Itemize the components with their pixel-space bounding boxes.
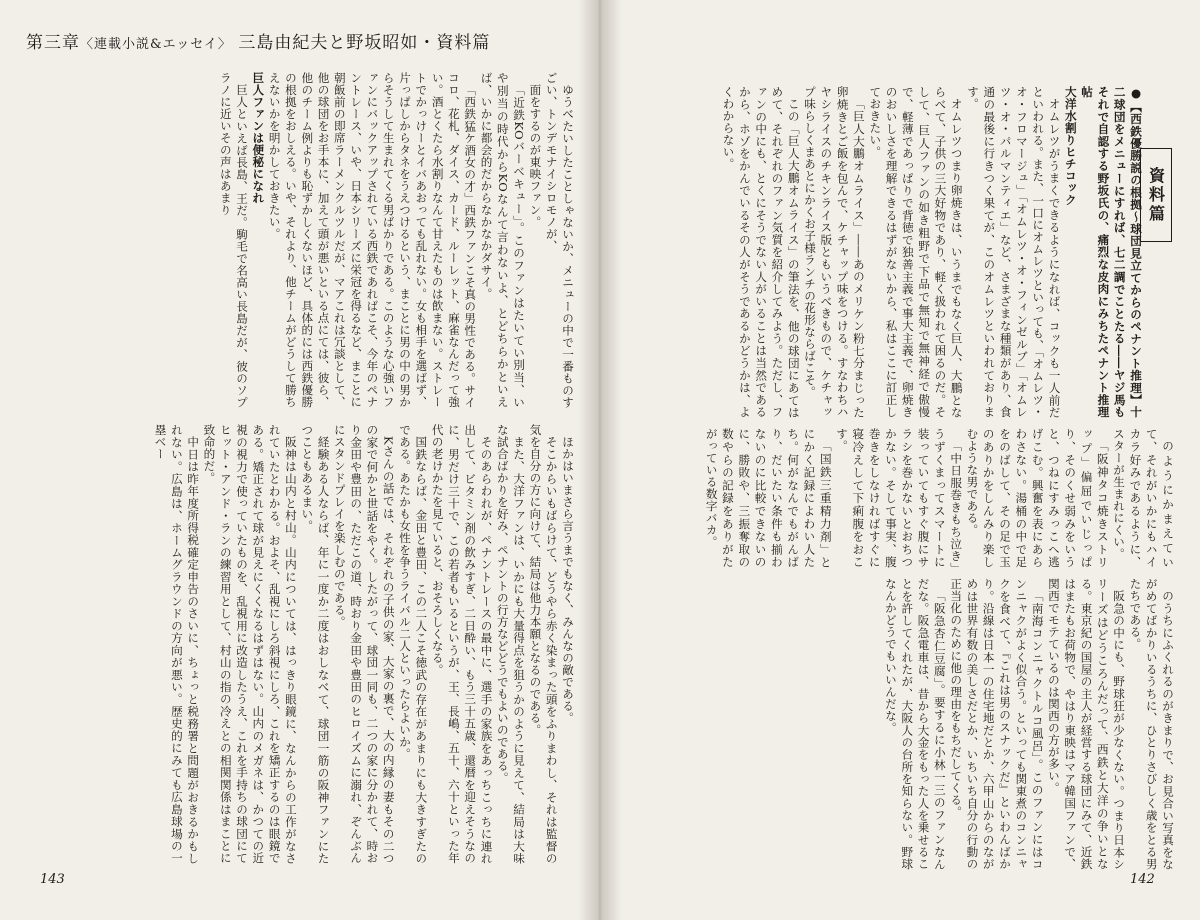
paragraph: 「近鉄KOバーベキュー」。このファンはたいてい別当、いや別当の時代からKOなんて言わないよ、とどちらかといえば、いかに都会的だからなかなかダサイ。 [479, 72, 527, 408]
paragraph: 阪神は山内と村山。山内については、はっきり眼鏡に、なんからの工作がなされていたとわかる。およそ、乱視にしろ斜視にしろ、これを矯正するのは眼鏡である。矯正されて球が見えにくくなるはずはない。山内のメガネは、かつての近視の視力で使っていたものを、乱視用に改造したうえ、これを手持ちの球団にてヒット・アンド・ランの練習用として、村山の指の冷えとの相関関係はまことに致命的だ。 [202, 424, 298, 864]
left-page-upper-text [24, 72, 576, 408]
paragraph: 「阪急杏仁豆腐」。要するに小林一三のファンなんだな。阪急電車は、昔から大金をもった人を乗せることを許してくれたが、大阪人の台所を知らない。野球なんかどうでもいいんだな。 [883, 578, 947, 870]
right-page-number: 142 [1130, 872, 1155, 887]
chapter-label: 第三章 [26, 33, 80, 53]
paragraph: 巨人といえば長島、王だ。駒毛で名高い長島だが、彼のソプラノに近いその声はあまり [218, 72, 250, 408]
right-page-middle-text [624, 428, 1176, 568]
right-page-upper-text [624, 86, 1144, 418]
right-page-lower-text [624, 578, 1176, 870]
paragraph: 中日は昨年度所得税確定申告のさいに、ちょっと税務署と問題がおきるかもしれない。広島は、ホームグラウンドの方向が悪い。歴史的にみても広島球場の一塁ベー [153, 424, 201, 864]
running-head [26, 28, 490, 53]
article-lead: ●【西鉄優勝説の根拠〜球団見立てからのペナント推理】十二球団をメニューにすれば、七二調でことたる――ヤジ馬もそれで自認する野坂氏の、痛烈な皮肉にみちたペナント推理帖 [1080, 86, 1143, 418]
paragraph: 「南海コンニャクトルコ風呂」。このファンにはコンニャクがよく似合う。といっても関東煮のコンニャクを食べて、『これは男のスナックだ』といわんばかり。沿線は日本一の住宅地だとか、六甲山からのながめは世界有数の美しさだとか、いちいち自分の行動の正当化のために他の理由をもちだしてくる。 [949, 578, 1045, 870]
paragraph: オムレツつまり卵焼きは、いうまでもなく巨人、大鵬とならべて、子供の三大好物であり、軽く扱われて困るのだ。そして、巨人ファンの如き粗野で下品で無知で無神経で傲慢で、軽薄であっぱりで背徳で独善主義で事大主義で、卵焼きのおいしさを理解できるはずがないから、私はここに訂正しておきたい。 [868, 86, 964, 418]
left-page-number: 143 [40, 872, 65, 887]
paragraph: 「阪神タコ焼きストリップ」偏屈でいじっぱり、そのくせ弱みをいうと、つねにすみっこへ逃げこむ。興奮を表にあらわさない。湯桶の中で足をのばして、その足で玉のありかをしんみり楽しむような男である。 [965, 428, 1110, 568]
paragraph: この「巨人大鵬オムライス」の筆法を、他の球団にあてはめて、それぞれのファン気質を紹介してみよう。ただし、ファンの中にも、とくにそうでない人がいることは当然であるから、ホゾをかんでいるその人がそうであるかどうかは、よくわからない。 [721, 86, 801, 418]
paragraph: 面をするのが東映ファン。 [528, 83, 543, 228]
paragraph: そこからいもばらけて、どうやら赤く染まった頭をふりまわし、それは監督の気を自分の方に向けて、結局は他力本願となるのである。 [528, 424, 559, 864]
chapter-title: 三島由紀夫と野坂昭如・資料篇 [238, 33, 491, 53]
book-gutter [578, 0, 622, 920]
section-label-box: 資料篇 [1140, 148, 1172, 242]
paragraph: また、大洋ファンは、いかにも大量得点を狙うかのように見えて、結局は大味な試合ばかりを好み、ペナントの行方などどうでもよいのである。 [495, 424, 527, 864]
subheading: 巨人ファンは便秘になれ [251, 72, 266, 204]
paragraph: 「中日服巻きもち泣き」うずくまってスマートに装っていてもすぐ腹にサラシを巻かないとおちつかない。そして事実、腹巻きをしなければすぐに寝冷えして下痢腹をおこす。 [835, 428, 964, 568]
paragraph: のようにかまえていて、それがいかにもハイカラ好みであるように、スターが生まれにくい。 [1112, 428, 1175, 568]
paragraph: 経験ある人ならば、年に一度か二度はおしなべて、球団一筋の阪神ファンにたつこともあるまい。 [300, 424, 331, 864]
paragraph: ゆうべたいしたことしゃないか、メニューの中で一番ものすごい、トンデモナイシロモノが、 [544, 72, 575, 408]
chapter-subtitle: 〈連載小説&エッセイ〉 [80, 37, 232, 52]
paragraph: 「巨人大鵬オムライス」――あのメリケン粉七分まじった卵焼きとご飯を包んで、ケチャップ味をつける。すなわちハヤシライスのチキンライス版ともいうべきもので、ケチャップ味らしくまあとにかくお子様ランチの花形ならばこそ。 [803, 86, 866, 418]
paragraph: 「国鉄三重精力剤」とにかく記録によわい人たち。何がなんでもがんばり、だいたい条件も揃わないのに比較できないのに、勝敗や、三振奪取の数やらの記録をありがたがっている数字バカ。 [704, 428, 833, 568]
paragraph: 「西鉄猛ケ酒女の才」西鉄ファンこそ真の男性である。サイコロ、花札、ダイス、カード、ルーレット、麻雀なんだって強い。酒とくたら水割りなんて甘えたものは飲まない。ストレートでかっけーとイバあおっても乱れない。女も相手を選ばず、片っぱしからタネをうえつけるという、まことに男の中の男からそうして生まれてくる男ばかりである。このような心強いファンにバックアップされている西鉄であればこそ、今年のペナントレース、いや、日本シリーズに栄冠を得るなど、まことに朝飯前の即席ラーメンクルツルだが、マアこれは冗談として、他の球団をお手本に、加えて頭が悪いといる点にては、彼ら、他のチーム例よりも恥ずかしくないほど、具体的には西鉄優勝の根拠をおしえる。いや、それより、他チームがどうして勝ちえないかを明かしておきたい。 [267, 72, 478, 408]
paragraph: 阪急の中にも、野球狂が少なくない。つまり日本シリーズはどうころんだって、西鉄と大洋の争いとなる。東京紀の国屋の主人が経営する球団にみて、近鉄はまたもお荷物で、やはり東映はマア韓国ファンで、関西でモテているのは関西の方が多い。 [1046, 578, 1127, 870]
paragraph: オムレツがうまくできるようになれば、コックも一人前だといわれる。また、一口にオムレツといっても、「オムレツ・オ・フロマージュ」「オムレツ・オ・フィンゼルブ」「オムレツ・オ・パルマンティエ」など、さまざまな種類があり、食通の最後に行きつく果てが、このオムレツといわれております。 [966, 86, 1062, 418]
paragraph: そのあらわれが、ペナントレースの最中に、選手の家族をあっちこっちに連れ出して、ビタミン剤の飲みすぎ、二日酔い、もう三十五歳、還暦を迎えそうなのに、男だけ三十で、この若者もいるというが、王、長嶋、五十、六十といった年代の老けかたを見ていると、おそろしくなる。 [430, 424, 494, 864]
subheading: 大洋水割りヒチコック [1063, 86, 1078, 206]
paragraph: Kさんの話では、それぞれの子供の家、大家の裏で、大の内縁の妻もその二つの家で何かと世話をやく。したがって、球団一同も、二つの家に分かれて、時おり金田や豊田の、ただこの道、時おり金田や豊田のヒロイズムに溺れ、ぞんぶんにスタンドプレイを楽しむのである。 [332, 424, 396, 864]
paragraph: 国鉄ならば、金田と豊田、この二人こそ徳武の存在があまりにも大きすぎたのである。あたかも女性を争うライバル二人といったらよいか。 [398, 424, 429, 864]
paragraph: ほかはいまさら言うまでもなく、みんなの敵である。 [561, 435, 575, 724]
paragraph: のうちにふくれるのがきまりで、お見合い写真をながめてばかりいるうちに、ひとりさびしく歳をとる男たちである。 [1128, 578, 1175, 870]
left-page-lower-text [24, 424, 576, 864]
